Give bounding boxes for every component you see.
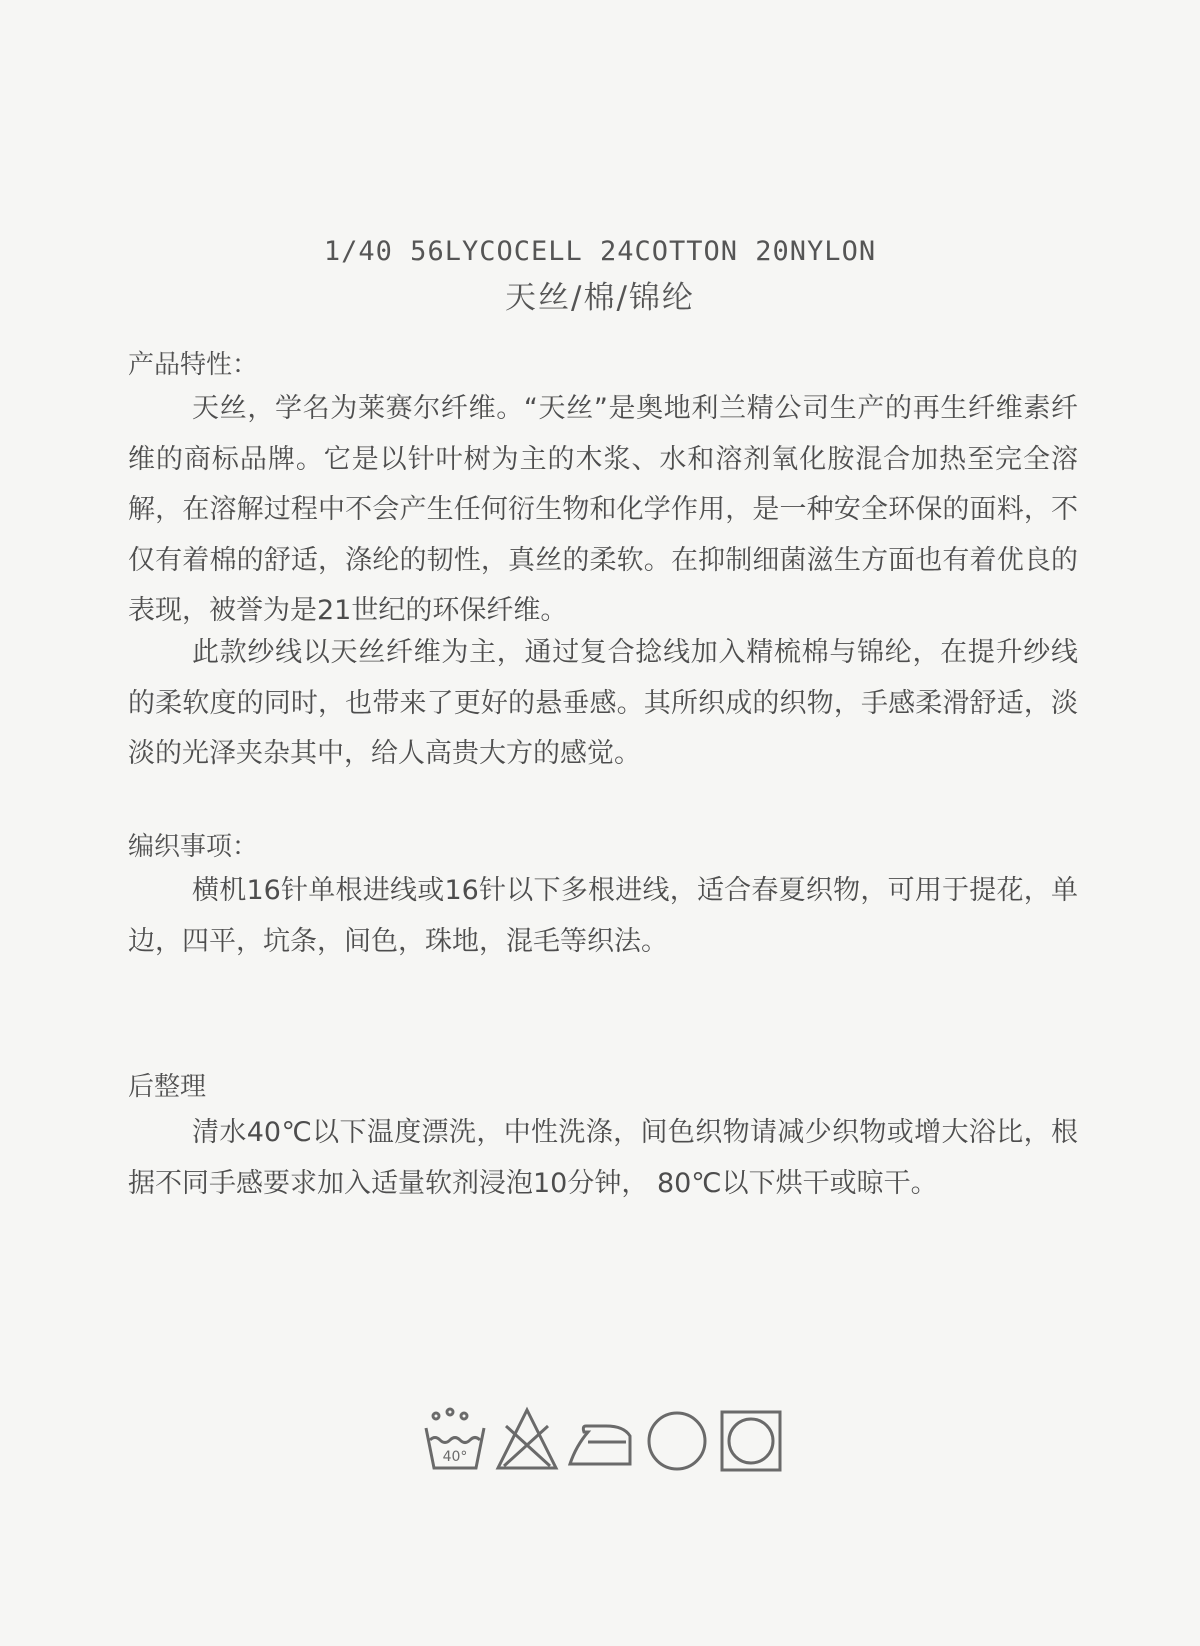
knitting-heading: 编织事项： xyxy=(128,832,259,862)
care-symbols xyxy=(422,1406,822,1476)
iron-icon xyxy=(566,1406,636,1476)
dry-clean-icon xyxy=(644,1406,710,1476)
knitting-paragraph: 横机16针单根进线或16针以下多根进线，适合春夏织物，可用于提花，单边，四平，坑条，间色，珠地，混毛等织法。 xyxy=(128,875,1078,957)
title-english: 1/40 56LYCOCELL 24COTTON 20NYLON xyxy=(323,236,877,267)
no-bleach-icon xyxy=(494,1406,560,1476)
features-paragraph-2: 此款纱线以天丝纤维为主，通过复合捻线加入精梳棉与锦纶，在提升纱线的柔软度的同时，也带来了更好的悬垂感。其所织成的织物，手感柔滑舒适，淡淡的光泽夹杂其中，给人高贵大方的感觉。 xyxy=(128,637,1078,769)
finishing-heading: 后整理 xyxy=(128,1072,207,1102)
wash-40-icon xyxy=(422,1406,488,1476)
title-chinese: 天丝/棉/锦纶 xyxy=(505,280,695,316)
tumble-dry-icon xyxy=(718,1406,784,1476)
features-heading: 产品特性： xyxy=(128,350,259,380)
features-paragraph-1: 天丝，学名为莱赛尔纤维。“天丝”是奥地利兰精公司生产的再生纤维素纤维的商标品牌。它是以针叶树为主的木浆、水和溶剂氧化胺混合加热至完全溶解，在溶解过程中不会产生任何衍生物和化学作用，是一种安全环保的面料，不仅有着棉的舒适，涤纶的韧性，真丝的柔软。在抑制细菌滋生方面也有着优良的表现，被誉为是21世纪的环保纤维。 xyxy=(128,393,1078,626)
finishing-paragraph: 清水40℃以下温度漂洗，中性洗涤，间色织物请减少织物或增大浴比，根据不同手感要求加入适量软剂浸泡10分钟， 80℃以下烘干或晾干。 xyxy=(128,1117,1078,1199)
wash-temp-label: 40° xyxy=(442,1449,468,1465)
